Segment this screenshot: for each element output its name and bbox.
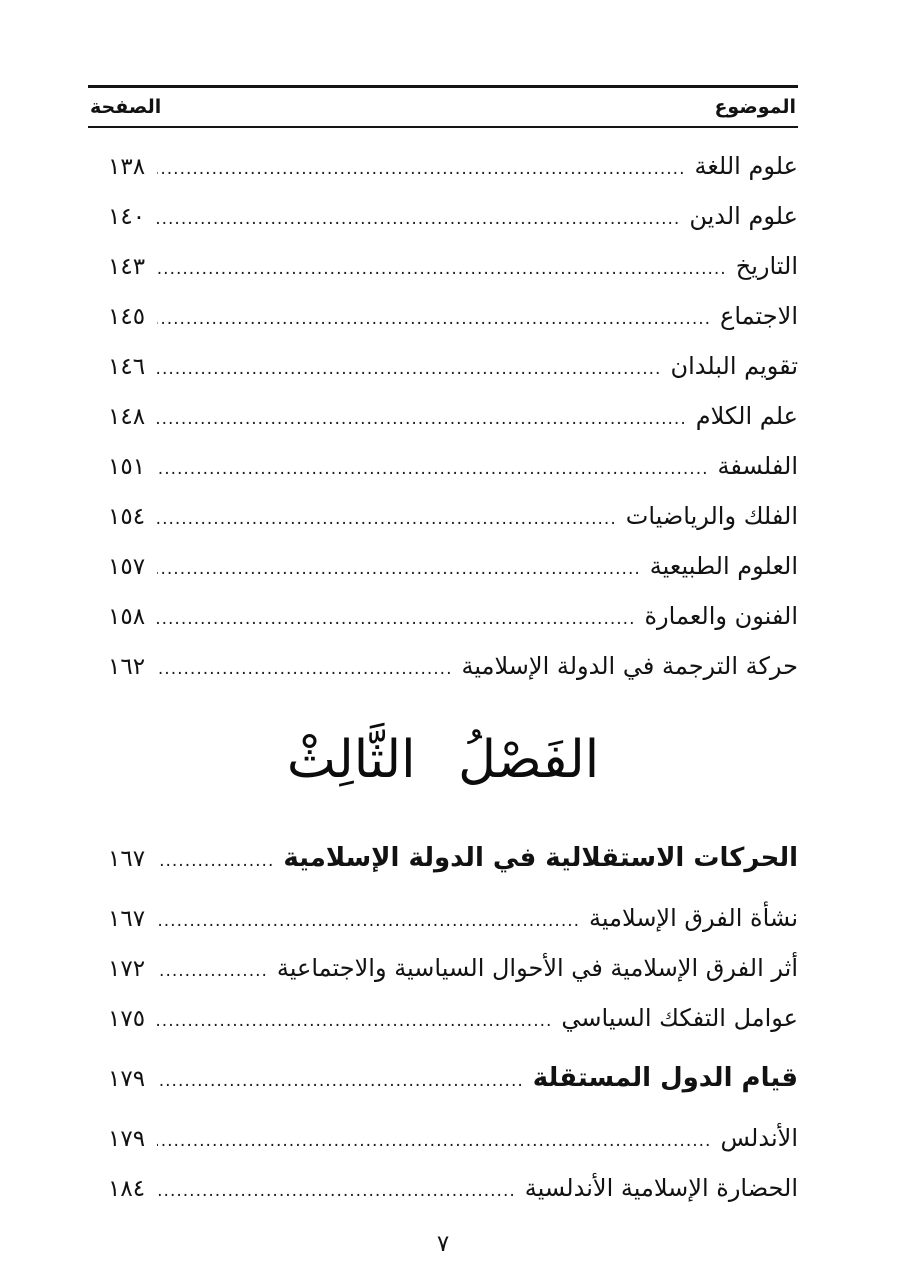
toc-entry-main-heading: [108, 1055, 798, 1105]
toc-entry: [108, 995, 798, 1045]
toc-entry-page-number: ١٥١: [108, 454, 146, 480]
toc-entry: [108, 1165, 798, 1215]
toc-leader-dots: [157, 143, 685, 193]
toc-entry: [108, 443, 798, 493]
toc-leader-dots: [157, 1165, 516, 1215]
toc-entry-title: التاريخ: [735, 252, 798, 280]
toc-section-chapter3-topics: [88, 835, 798, 1215]
toc-entry-title: عوامل التفكك السياسي: [561, 1004, 798, 1032]
toc-leader-dots: [157, 1115, 711, 1165]
toc-entry: [108, 945, 798, 995]
toc-entry-title: الاجتماع: [720, 302, 798, 330]
toc-leader-dots: [157, 643, 452, 693]
toc-entry-page-number: ١٧٩: [108, 1126, 146, 1152]
toc-leader-dots: [157, 1055, 524, 1105]
toc-entry-title: تقويم البلدان: [670, 352, 798, 380]
toc-entry-page-number: ١٤٦: [108, 354, 146, 380]
toc-entry: [108, 493, 798, 543]
toc-entry-title: الفلك والرياضيات: [625, 502, 798, 530]
toc-entry-page-number: ١٤٣: [108, 254, 146, 280]
toc-entry: [108, 343, 798, 393]
toc-entry-title: الفلسفة: [717, 452, 798, 480]
toc-entry-page-number: ١٤٨: [108, 404, 146, 430]
toc-section-chapter2-topics: [88, 143, 798, 693]
toc-entry-title: قيام الدول المستقلة: [532, 1063, 798, 1093]
page-number: ٧: [436, 1231, 450, 1257]
toc-leader-dots: [157, 243, 727, 293]
toc-entry-main-heading: [108, 835, 798, 885]
toc-entry-page-number: ١٥٨: [108, 604, 146, 630]
toc-entry-title: علم الكلام: [695, 402, 798, 430]
toc-entry-title: الأندلس: [720, 1124, 798, 1152]
toc-entry: [108, 643, 798, 693]
toc-entry-title: الفنون والعمارة: [644, 602, 798, 630]
toc-leader-dots: [157, 995, 552, 1045]
toc-entry-title: الحركات الاستقلالية في الدولة الإسلامية: [283, 843, 798, 873]
toc-entry-page-number: ١٣٨: [108, 154, 146, 180]
toc-entry: [108, 393, 798, 443]
toc-entry-title: حركة الترجمة في الدولة الإسلامية: [461, 652, 798, 680]
toc-entry: [108, 243, 798, 293]
toc-leader-dots: [157, 543, 641, 593]
toc-entry-page-number: ١٦٧: [108, 906, 146, 932]
toc-entry-title: علوم اللغة: [694, 152, 798, 180]
page-content: [88, 0, 798, 1257]
toc-entry: [108, 1115, 798, 1165]
toc-entry-page-number: ١٤٠: [108, 204, 146, 230]
toc-entry-title: العلوم الطبيعية: [649, 552, 798, 580]
toc-leader-dots: [157, 393, 687, 443]
toc-entry-page-number: ١٧٥: [108, 1006, 146, 1032]
toc-entry-title: أثر الفرق الإسلامية في الأحوال السياسية والاجتماعية: [276, 954, 798, 982]
toc-leader-dots: [157, 493, 617, 543]
toc-entry-title: نشأة الفرق الإسلامية: [589, 904, 798, 932]
toc-leader-dots: [157, 293, 711, 343]
toc-entry-page-number: ١٧٩: [108, 1066, 146, 1092]
toc-leader-dots: [157, 835, 274, 885]
page-column-label: الصفحة: [90, 96, 162, 118]
toc-entry: [108, 193, 798, 243]
toc-leader-dots: [157, 945, 268, 995]
toc-entry: [108, 143, 798, 193]
toc-entry: [108, 293, 798, 343]
toc-entry-page-number: ١٦٧: [108, 846, 146, 872]
toc-entry: [108, 543, 798, 593]
subject-column-label: الموضوع: [714, 96, 796, 118]
toc-entry-page-number: ١٥٧: [108, 554, 146, 580]
toc-leader-dots: [157, 193, 680, 243]
toc-leader-dots: [157, 895, 580, 945]
toc-leader-dots: [157, 443, 708, 493]
toc-column-header: [88, 85, 798, 128]
toc-entry: [108, 895, 798, 945]
toc-entry: [108, 593, 798, 643]
toc-leader-dots: [157, 593, 635, 643]
toc-entry-title: الحضارة الإسلامية الأندلسية: [524, 1174, 798, 1202]
toc-entry-page-number: ١٨٤: [108, 1176, 146, 1202]
toc-entry-page-number: ١٧٢: [108, 956, 146, 982]
toc-entry-page-number: ١٤٥: [108, 304, 146, 330]
toc-entry-title: علوم الدين: [689, 202, 798, 230]
toc-leader-dots: [157, 343, 661, 393]
toc-entry-page-number: ١٦٢: [108, 654, 146, 680]
chapter-three-heading: الفَصْلُ الثَّالِثْ: [286, 730, 600, 790]
toc-entry-page-number: ١٥٤: [108, 504, 146, 530]
